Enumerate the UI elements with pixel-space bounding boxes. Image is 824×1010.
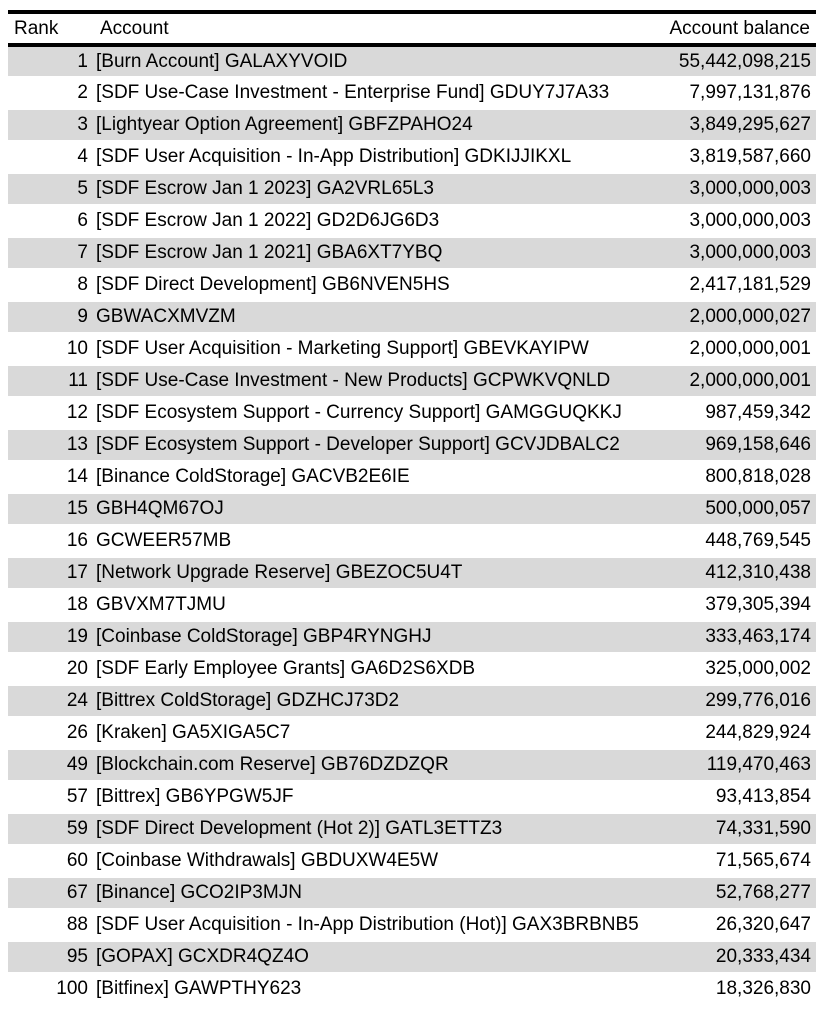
account-cell: [SDF Ecosystem Support - Developer Support] GCVJDBALC2 [96, 429, 656, 461]
balance-cell: 26,320,647 [656, 909, 816, 941]
rank-cell: 9 [8, 301, 96, 333]
balance-cell: 119,470,463 [656, 749, 816, 781]
balance-cell: 299,776,016 [656, 685, 816, 717]
table-row [8, 621, 816, 653]
table-row [8, 877, 816, 909]
rank-cell: 4 [8, 141, 96, 173]
balance-cell: 800,818,028 [656, 461, 816, 493]
account-cell: [Binance ColdStorage] GACVB2E6IE [96, 461, 656, 493]
account-cell: GBVXM7TJMU [96, 589, 656, 621]
account-cell: [SDF Direct Development] GB6NVEN5HS [96, 269, 656, 301]
account-cell: [Network Upgrade Reserve] GBEZOC5U4T [96, 557, 656, 589]
balance-cell: 55,442,098,215 [656, 45, 816, 77]
rank-cell: 26 [8, 717, 96, 749]
rank-cell: 11 [8, 365, 96, 397]
account-cell: [SDF Escrow Jan 1 2022] GD2D6JG6D3 [96, 205, 656, 237]
rank-cell: 14 [8, 461, 96, 493]
balance-cell: 2,000,000,001 [656, 333, 816, 365]
rank-cell: 24 [8, 685, 96, 717]
balance-cell: 2,000,000,001 [656, 365, 816, 397]
account-cell: [Coinbase ColdStorage] GBP4RYNGHJ [96, 621, 656, 653]
table-row [8, 525, 816, 557]
table-row [8, 589, 816, 621]
rank-cell: 1 [8, 45, 96, 77]
account-cell: [Bitfinex] GAWPTHY623 [96, 973, 656, 1005]
balance-cell: 244,829,924 [656, 717, 816, 749]
account-cell: [Blockchain.com Reserve] GB76DZDZQR [96, 749, 656, 781]
account-cell: [Coinbase Withdrawals] GBDUXW4E5W [96, 845, 656, 877]
table-row [8, 141, 816, 173]
rank-cell: 15 [8, 493, 96, 525]
rank-cell: 57 [8, 781, 96, 813]
rank-cell: 13 [8, 429, 96, 461]
balance-cell: 3,000,000,003 [656, 173, 816, 205]
table-row [8, 301, 816, 333]
rank-cell: 18 [8, 589, 96, 621]
table-body [8, 45, 816, 1005]
rank-cell: 10 [8, 333, 96, 365]
balance-cell: 7,997,131,876 [656, 77, 816, 109]
balance-cell: 969,158,646 [656, 429, 816, 461]
account-cell: GBWACXMVZM [96, 301, 656, 333]
table-row [8, 653, 816, 685]
rank-cell: 3 [8, 109, 96, 141]
account-cell: [Lightyear Option Agreement] GBFZPAHO24 [96, 109, 656, 141]
header-rank: Rank [8, 12, 96, 45]
rank-cell: 60 [8, 845, 96, 877]
account-cell: [Bittrex ColdStorage] GDZHCJ73D2 [96, 685, 656, 717]
header-account-balance: Account balance [656, 12, 816, 45]
rank-cell: 5 [8, 173, 96, 205]
account-cell: [GOPAX] GCXDR4QZ4O [96, 941, 656, 973]
table-row [8, 717, 816, 749]
table-row [8, 749, 816, 781]
balance-cell: 52,768,277 [656, 877, 816, 909]
balance-cell: 3,849,295,627 [656, 109, 816, 141]
balance-cell: 20,333,434 [656, 941, 816, 973]
rank-cell: 20 [8, 653, 96, 685]
account-cell: GCWEER57MB [96, 525, 656, 557]
balance-cell: 2,417,181,529 [656, 269, 816, 301]
balance-cell: 448,769,545 [656, 525, 816, 557]
account-balance-table [8, 10, 816, 1006]
account-cell: [SDF User Acquisition - Marketing Support] GBEVKAYIPW [96, 333, 656, 365]
balance-cell: 3,819,587,660 [656, 141, 816, 173]
rank-cell: 2 [8, 77, 96, 109]
account-cell: [Bittrex] GB6YPGW5JF [96, 781, 656, 813]
account-balance-table-container [8, 10, 816, 1006]
account-cell: [SDF Use-Case Investment - Enterprise Fund] GDUY7J7A33 [96, 77, 656, 109]
rank-cell: 100 [8, 973, 96, 1005]
rank-cell: 8 [8, 269, 96, 301]
table-row [8, 461, 816, 493]
table-row [8, 237, 816, 269]
balance-cell: 325,000,002 [656, 653, 816, 685]
account-cell: [SDF Escrow Jan 1 2023] GA2VRL65L3 [96, 173, 656, 205]
rank-cell: 12 [8, 397, 96, 429]
balance-cell: 3,000,000,003 [656, 205, 816, 237]
balance-cell: 379,305,394 [656, 589, 816, 621]
rank-cell: 19 [8, 621, 96, 653]
account-cell: [SDF Ecosystem Support - Currency Support] GAMGGUQKKJ [96, 397, 656, 429]
balance-cell: 500,000,057 [656, 493, 816, 525]
rank-cell: 88 [8, 909, 96, 941]
table-row [8, 397, 816, 429]
account-cell: [SDF Direct Development (Hot 2)] GATL3ETTZ3 [96, 813, 656, 845]
account-cell: [SDF Escrow Jan 1 2021] GBA6XT7YBQ [96, 237, 656, 269]
balance-cell: 18,326,830 [656, 973, 816, 1005]
rank-cell: 16 [8, 525, 96, 557]
rank-cell: 49 [8, 749, 96, 781]
rank-cell: 7 [8, 237, 96, 269]
rank-cell: 67 [8, 877, 96, 909]
table-row [8, 429, 816, 461]
rank-cell: 59 [8, 813, 96, 845]
table-row [8, 493, 816, 525]
balance-cell: 333,463,174 [656, 621, 816, 653]
table-row [8, 333, 816, 365]
table-row [8, 173, 816, 205]
table-row [8, 269, 816, 301]
balance-cell: 2,000,000,027 [656, 301, 816, 333]
table-row [8, 205, 816, 237]
account-cell: [SDF Use-Case Investment - New Products] GCPWKVQNLD [96, 365, 656, 397]
balance-cell: 412,310,438 [656, 557, 816, 589]
table-row [8, 77, 816, 109]
header-account: Account [96, 12, 656, 45]
table-row [8, 781, 816, 813]
account-cell: [SDF User Acquisition - In-App Distribution (Hot)] GAX3BRBNB5 [96, 909, 656, 941]
balance-cell: 93,413,854 [656, 781, 816, 813]
table-row [8, 845, 816, 877]
account-cell: [SDF Early Employee Grants] GA6D2S6XDB [96, 653, 656, 685]
account-cell: [Binance] GCO2IP3MJN [96, 877, 656, 909]
table-row [8, 557, 816, 589]
table-row [8, 109, 816, 141]
rank-cell: 17 [8, 557, 96, 589]
rank-cell: 6 [8, 205, 96, 237]
table-row [8, 685, 816, 717]
account-cell: [Burn Account] GALAXYVOID [96, 45, 656, 77]
table-row [8, 813, 816, 845]
table-row [8, 973, 816, 1005]
table-row [8, 365, 816, 397]
table-row [8, 909, 816, 941]
table-row [8, 941, 816, 973]
balance-cell: 987,459,342 [656, 397, 816, 429]
balance-cell: 3,000,000,003 [656, 237, 816, 269]
balance-cell: 71,565,674 [656, 845, 816, 877]
account-cell: [SDF User Acquisition - In-App Distribution] GDKIJJIKXL [96, 141, 656, 173]
account-cell: GBH4QM67OJ [96, 493, 656, 525]
account-cell: [Kraken] GA5XIGA5C7 [96, 717, 656, 749]
balance-cell: 74,331,590 [656, 813, 816, 845]
rank-cell: 95 [8, 941, 96, 973]
table-row [8, 45, 816, 77]
table-header-row [8, 12, 816, 45]
